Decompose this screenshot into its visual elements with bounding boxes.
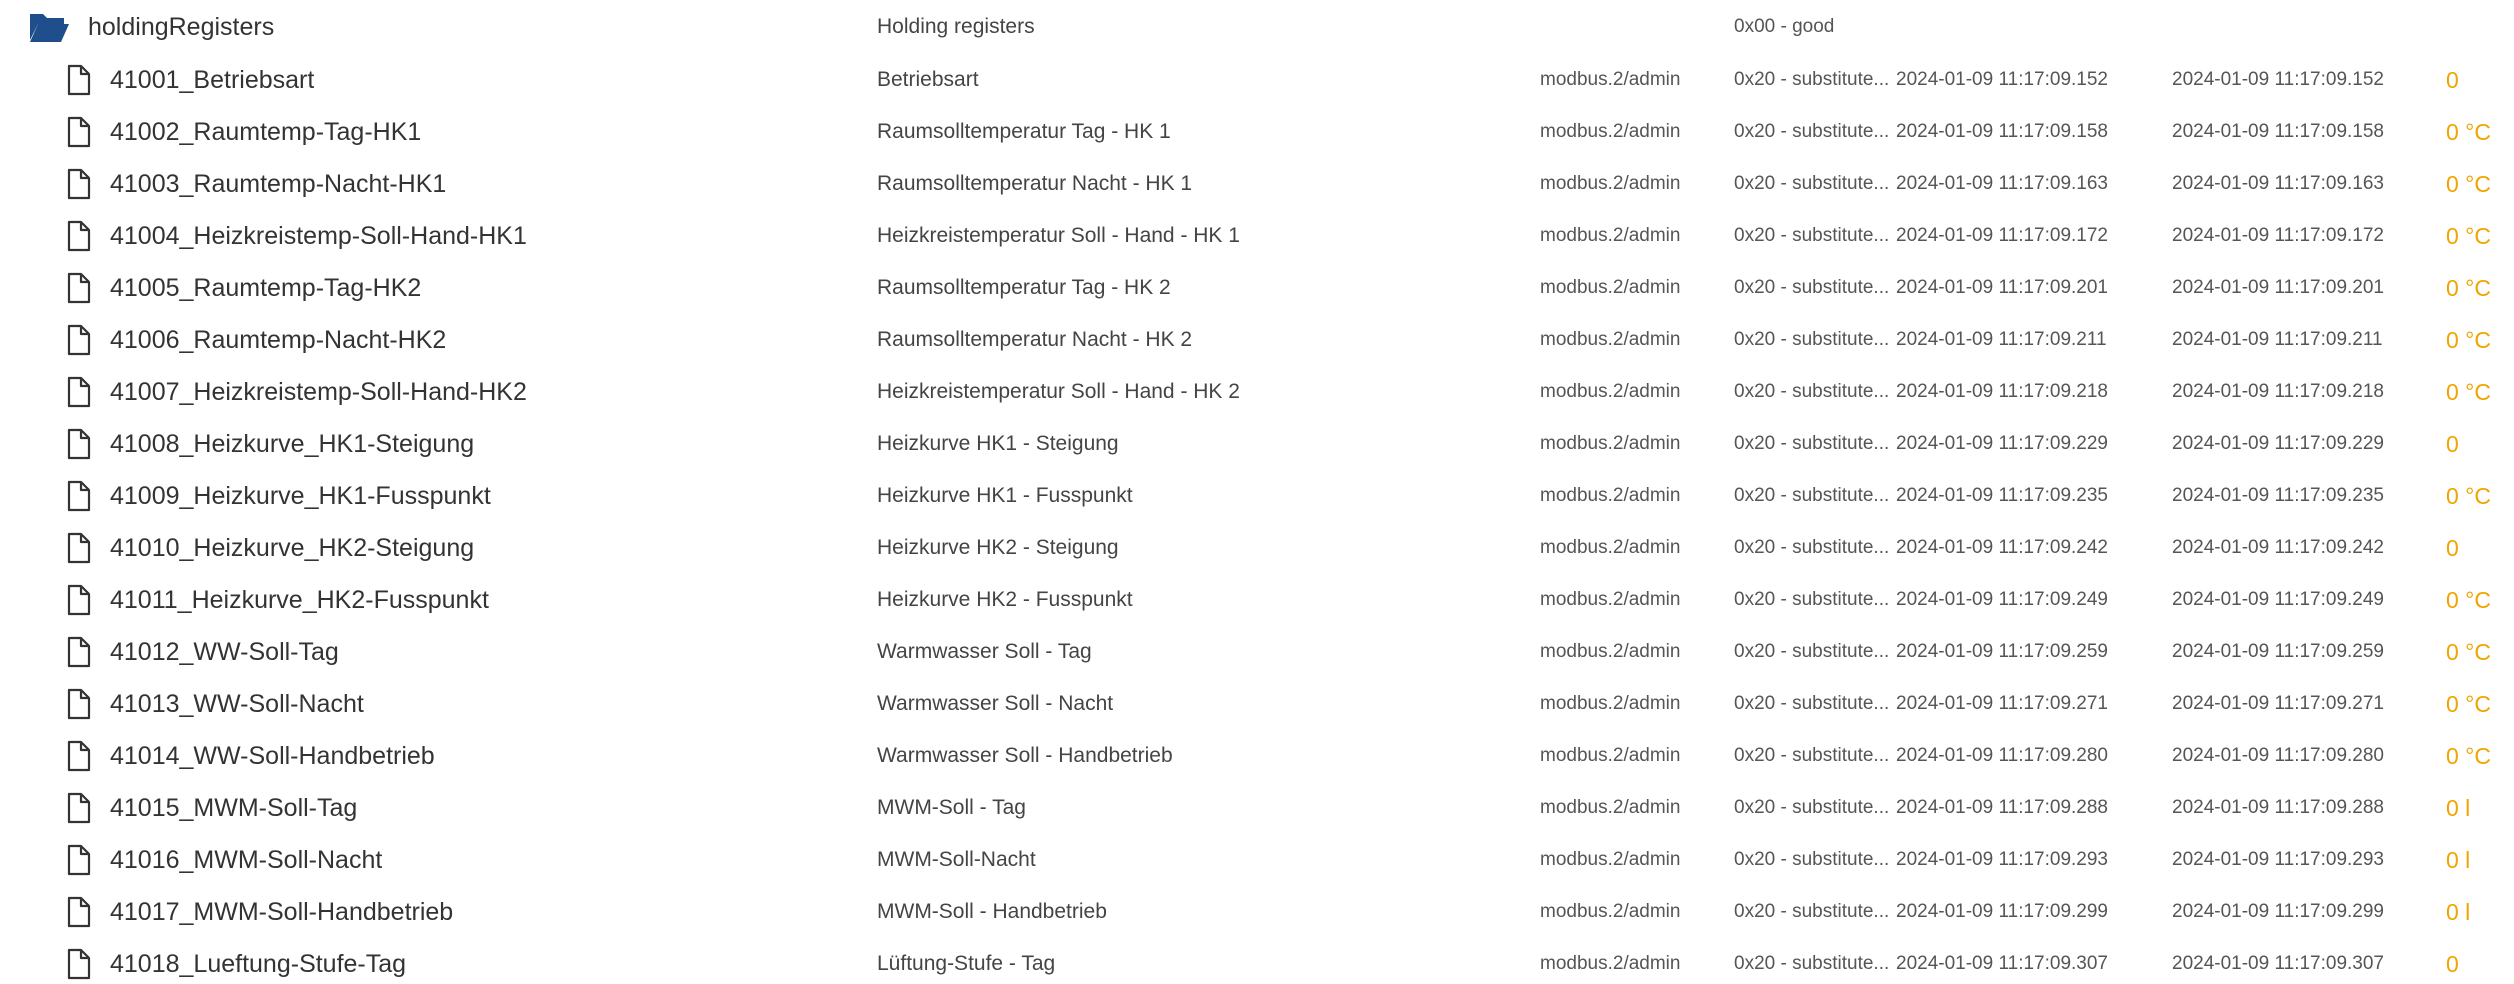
state-row[interactable]: [0, 678, 2514, 730]
state-value[interactable]: 0 °C: [2446, 119, 2491, 145]
file-icon: [62, 584, 94, 616]
state-last-change: 2024-01-09 11:17:09.288: [2172, 797, 2384, 818]
state-name[interactable]: 41004_Heizkreistemp-Soll-Hand-HK1: [110, 222, 527, 250]
state-last-change: 2024-01-09 11:17:09.218: [2172, 381, 2384, 402]
state-description: MWM-Soll - Handbetrieb: [877, 900, 1107, 923]
state-last-change: 2024-01-09 11:17:09.242: [2172, 537, 2384, 558]
file-icon: [62, 532, 94, 564]
state-role: modbus.2/admin: [1540, 537, 1681, 558]
file-icon: [62, 116, 94, 148]
folder-row-holding-registers[interactable]: [0, 1, 2514, 53]
folder-description: Holding registers: [877, 15, 1035, 38]
state-timestamp: 2024-01-09 11:17:09.235: [1896, 485, 2108, 506]
file-icon: [62, 688, 94, 720]
folder-open-icon[interactable]: [28, 10, 70, 44]
state-role: modbus.2/admin: [1540, 173, 1681, 194]
file-icon: [62, 220, 94, 252]
state-name[interactable]: 41005_Raumtemp-Tag-HK2: [110, 274, 422, 302]
state-role: modbus.2/admin: [1540, 693, 1681, 714]
state-row[interactable]: [0, 730, 2514, 782]
file-icon: [62, 948, 94, 980]
state-role: modbus.2/admin: [1540, 225, 1681, 246]
state-role: modbus.2/admin: [1540, 277, 1681, 298]
state-name[interactable]: 41011_Heizkurve_HK2-Fusspunkt: [110, 586, 489, 614]
state-name[interactable]: 41013_WW-Soll-Nacht: [110, 690, 364, 718]
state-description: MWM-Soll - Tag: [877, 796, 1026, 819]
state-description: Heizkurve HK1 - Fusspunkt: [877, 484, 1133, 507]
state-value[interactable]: 0 °C: [2446, 327, 2491, 353]
state-description: Lüftung-Stufe - Tag: [877, 952, 1056, 975]
state-row[interactable]: [0, 574, 2514, 626]
file-icon: [62, 272, 94, 304]
state-last-change: 2024-01-09 11:17:09.211: [2172, 329, 2383, 350]
state-timestamp: 2024-01-09 11:17:09.158: [1896, 121, 2108, 142]
file-icon: [62, 480, 94, 512]
state-status: 0x20 - substitute...: [1734, 901, 1890, 922]
file-icon: [62, 792, 94, 824]
file-icon: [62, 428, 94, 460]
state-status: 0x20 - substitute...: [1734, 745, 1890, 766]
state-name[interactable]: 41012_WW-Soll-Tag: [110, 638, 339, 666]
state-name[interactable]: 41014_WW-Soll-Handbetrieb: [110, 742, 435, 770]
state-row[interactable]: [0, 262, 2514, 314]
state-last-change: 2024-01-09 11:17:09.280: [2172, 745, 2384, 766]
state-row[interactable]: [0, 314, 2514, 366]
state-timestamp: 2024-01-09 11:17:09.218: [1896, 381, 2108, 402]
state-role: modbus.2/admin: [1540, 69, 1681, 90]
state-last-change: 2024-01-09 11:17:09.172: [2172, 225, 2384, 246]
state-status: 0x20 - substitute...: [1734, 589, 1890, 610]
state-timestamp: 2024-01-09 11:17:09.299: [1896, 901, 2108, 922]
state-value[interactable]: 0: [2446, 67, 2459, 93]
state-value[interactable]: 0 °C: [2446, 691, 2491, 717]
state-row[interactable]: [0, 54, 2514, 106]
file-icon: [62, 376, 94, 408]
state-row[interactable]: [0, 522, 2514, 574]
state-row[interactable]: [0, 418, 2514, 470]
state-status: 0x20 - substitute...: [1734, 433, 1890, 454]
state-timestamp: 2024-01-09 11:17:09.271: [1896, 693, 2108, 714]
state-status: 0x20 - substitute...: [1734, 69, 1890, 90]
state-value[interactable]: 0 °C: [2446, 743, 2491, 769]
state-name[interactable]: 41008_Heizkurve_HK1-Steigung: [110, 430, 475, 458]
state-last-change: 2024-01-09 11:17:09.259: [2172, 641, 2384, 662]
state-value[interactable]: 0 °C: [2446, 587, 2491, 613]
state-role: modbus.2/admin: [1540, 901, 1681, 922]
file-icon: [62, 844, 94, 876]
state-row[interactable]: [0, 158, 2514, 210]
state-role: modbus.2/admin: [1540, 797, 1681, 818]
state-name[interactable]: 41018_Lueftung-Stufe-Tag: [110, 950, 407, 978]
state-name[interactable]: 41017_MWM-Soll-Handbetrieb: [110, 898, 454, 926]
state-name[interactable]: 41009_Heizkurve_HK1-Fusspunkt: [110, 482, 491, 510]
state-role: modbus.2/admin: [1540, 953, 1681, 974]
state-value[interactable]: 0 °C: [2446, 171, 2491, 197]
state-value[interactable]: 0: [2446, 535, 2459, 561]
state-status: 0x20 - substitute...: [1734, 537, 1890, 558]
state-value[interactable]: 0: [2446, 951, 2459, 977]
state-last-change: 2024-01-09 11:17:09.307: [2172, 953, 2384, 974]
state-timestamp: 2024-01-09 11:17:09.293: [1896, 849, 2108, 870]
state-row[interactable]: [0, 106, 2514, 158]
state-status: 0x20 - substitute...: [1734, 121, 1890, 142]
state-name[interactable]: 41003_Raumtemp-Nacht-HK1: [110, 170, 447, 198]
state-role: modbus.2/admin: [1540, 589, 1681, 610]
state-row[interactable]: [0, 782, 2514, 834]
state-value[interactable]: 0: [2446, 431, 2459, 457]
state-status: 0x20 - substitute...: [1734, 849, 1890, 870]
state-description: Warmwasser Soll - Nacht: [877, 692, 1114, 715]
state-status: 0x20 - substitute...: [1734, 277, 1890, 298]
state-description: Betriebsart: [877, 68, 979, 91]
state-last-change: 2024-01-09 11:17:09.201: [2172, 277, 2384, 298]
state-role: modbus.2/admin: [1540, 745, 1681, 766]
state-timestamp: 2024-01-09 11:17:09.172: [1896, 225, 2108, 246]
state-role: modbus.2/admin: [1540, 381, 1681, 402]
file-icon: [62, 64, 94, 96]
state-last-change: 2024-01-09 11:17:09.158: [2172, 121, 2384, 142]
state-timestamp: 2024-01-09 11:17:09.163: [1896, 173, 2108, 194]
state-description: Warmwasser Soll - Handbetrieb: [877, 744, 1173, 767]
state-status: 0x20 - substitute...: [1734, 797, 1890, 818]
state-last-change: 2024-01-09 11:17:09.163: [2172, 173, 2384, 194]
state-name[interactable]: 41002_Raumtemp-Tag-HK1: [110, 118, 422, 146]
state-role: modbus.2/admin: [1540, 121, 1681, 142]
state-value[interactable]: 0 l: [2446, 847, 2471, 873]
state-timestamp: 2024-01-09 11:17:09.242: [1896, 537, 2108, 558]
state-name[interactable]: 41007_Heizkreistemp-Soll-Hand-HK2: [110, 378, 527, 406]
state-timestamp: 2024-01-09 11:17:09.307: [1896, 953, 2108, 974]
state-timestamp: 2024-01-09 11:17:09.288: [1896, 797, 2108, 818]
state-role: modbus.2/admin: [1540, 641, 1681, 662]
state-role: modbus.2/admin: [1540, 329, 1681, 350]
state-description: MWM-Soll-Nacht: [877, 848, 1036, 871]
file-icon: [62, 896, 94, 928]
folder-name[interactable]: holdingRegisters: [88, 13, 275, 41]
state-description: Heizkurve HK2 - Steigung: [877, 536, 1119, 559]
state-row[interactable]: [0, 938, 2514, 984]
state-timestamp: 2024-01-09 11:17:09.249: [1896, 589, 2108, 610]
state-timestamp: 2024-01-09 11:17:09.201: [1896, 277, 2108, 298]
state-row[interactable]: [0, 886, 2514, 938]
state-value[interactable]: 0 l: [2446, 795, 2471, 821]
file-icon: [62, 168, 94, 200]
state-name[interactable]: 41015_MWM-Soll-Tag: [110, 794, 358, 822]
state-status: 0x20 - substitute...: [1734, 381, 1890, 402]
state-role: modbus.2/admin: [1540, 849, 1681, 870]
state-name[interactable]: 41016_MWM-Soll-Nacht: [110, 846, 383, 874]
state-timestamp: 2024-01-09 11:17:09.280: [1896, 745, 2108, 766]
state-timestamp: 2024-01-09 11:17:09.229: [1896, 433, 2108, 454]
state-value[interactable]: 0 °C: [2446, 223, 2491, 249]
state-description: Raumsolltemperatur Tag - HK 1: [877, 120, 1171, 143]
state-role: modbus.2/admin: [1540, 433, 1681, 454]
state-status: 0x20 - substitute...: [1734, 173, 1890, 194]
state-timestamp: 2024-01-09 11:17:09.211: [1896, 329, 2107, 350]
state-description: Heizkreistemperatur Soll - Hand - HK 1: [877, 224, 1240, 247]
state-status: 0x20 - substitute...: [1734, 329, 1890, 350]
state-description: Raumsolltemperatur Nacht - HK 2: [877, 328, 1193, 351]
state-status: 0x20 - substitute...: [1734, 641, 1890, 662]
state-last-change: 2024-01-09 11:17:09.293: [2172, 849, 2384, 870]
state-timestamp: 2024-01-09 11:17:09.259: [1896, 641, 2108, 662]
state-status: 0x20 - substitute...: [1734, 953, 1890, 974]
state-name[interactable]: 41010_Heizkurve_HK2-Steigung: [110, 534, 475, 562]
state-description: Heizkreistemperatur Soll - Hand - HK 2: [877, 380, 1240, 403]
state-value[interactable]: 0 l: [2446, 899, 2471, 925]
state-row[interactable]: [0, 210, 2514, 262]
state-description: Heizkurve HK2 - Fusspunkt: [877, 588, 1133, 611]
state-description: Raumsolltemperatur Tag - HK 2: [877, 276, 1171, 299]
state-row[interactable]: [0, 834, 2514, 886]
file-icon: [62, 740, 94, 772]
state-row[interactable]: [0, 626, 2514, 678]
state-role: modbus.2/admin: [1540, 485, 1681, 506]
state-description: Warmwasser Soll - Tag: [877, 640, 1092, 663]
state-timestamp: 2024-01-09 11:17:09.152: [1896, 69, 2108, 90]
file-icon: [62, 324, 94, 356]
state-last-change: 2024-01-09 11:17:09.271: [2172, 693, 2384, 714]
state-description: Heizkurve HK1 - Steigung: [877, 432, 1119, 455]
state-last-change: 2024-01-09 11:17:09.299: [2172, 901, 2384, 922]
state-description: Raumsolltemperatur Nacht - HK 1: [877, 172, 1193, 195]
state-last-change: 2024-01-09 11:17:09.249: [2172, 589, 2384, 610]
state-status: 0x20 - substitute...: [1734, 693, 1890, 714]
state-last-change: 2024-01-09 11:17:09.152: [2172, 69, 2384, 90]
file-icon: [62, 636, 94, 668]
state-status: 0x20 - substitute...: [1734, 225, 1890, 246]
folder-status: 0x00 - good: [1734, 16, 1835, 37]
state-value[interactable]: 0 °C: [2446, 639, 2491, 665]
state-row[interactable]: [0, 366, 2514, 418]
state-name[interactable]: 41001_Betriebsart: [110, 66, 315, 94]
state-value[interactable]: 0 °C: [2446, 483, 2491, 509]
state-value[interactable]: 0 °C: [2446, 275, 2491, 301]
state-value[interactable]: 0 °C: [2446, 379, 2491, 405]
state-name[interactable]: 41006_Raumtemp-Nacht-HK2: [110, 326, 447, 354]
state-last-change: 2024-01-09 11:17:09.235: [2172, 485, 2384, 506]
state-last-change: 2024-01-09 11:17:09.229: [2172, 433, 2384, 454]
state-row[interactable]: [0, 470, 2514, 522]
state-status: 0x20 - substitute...: [1734, 485, 1890, 506]
